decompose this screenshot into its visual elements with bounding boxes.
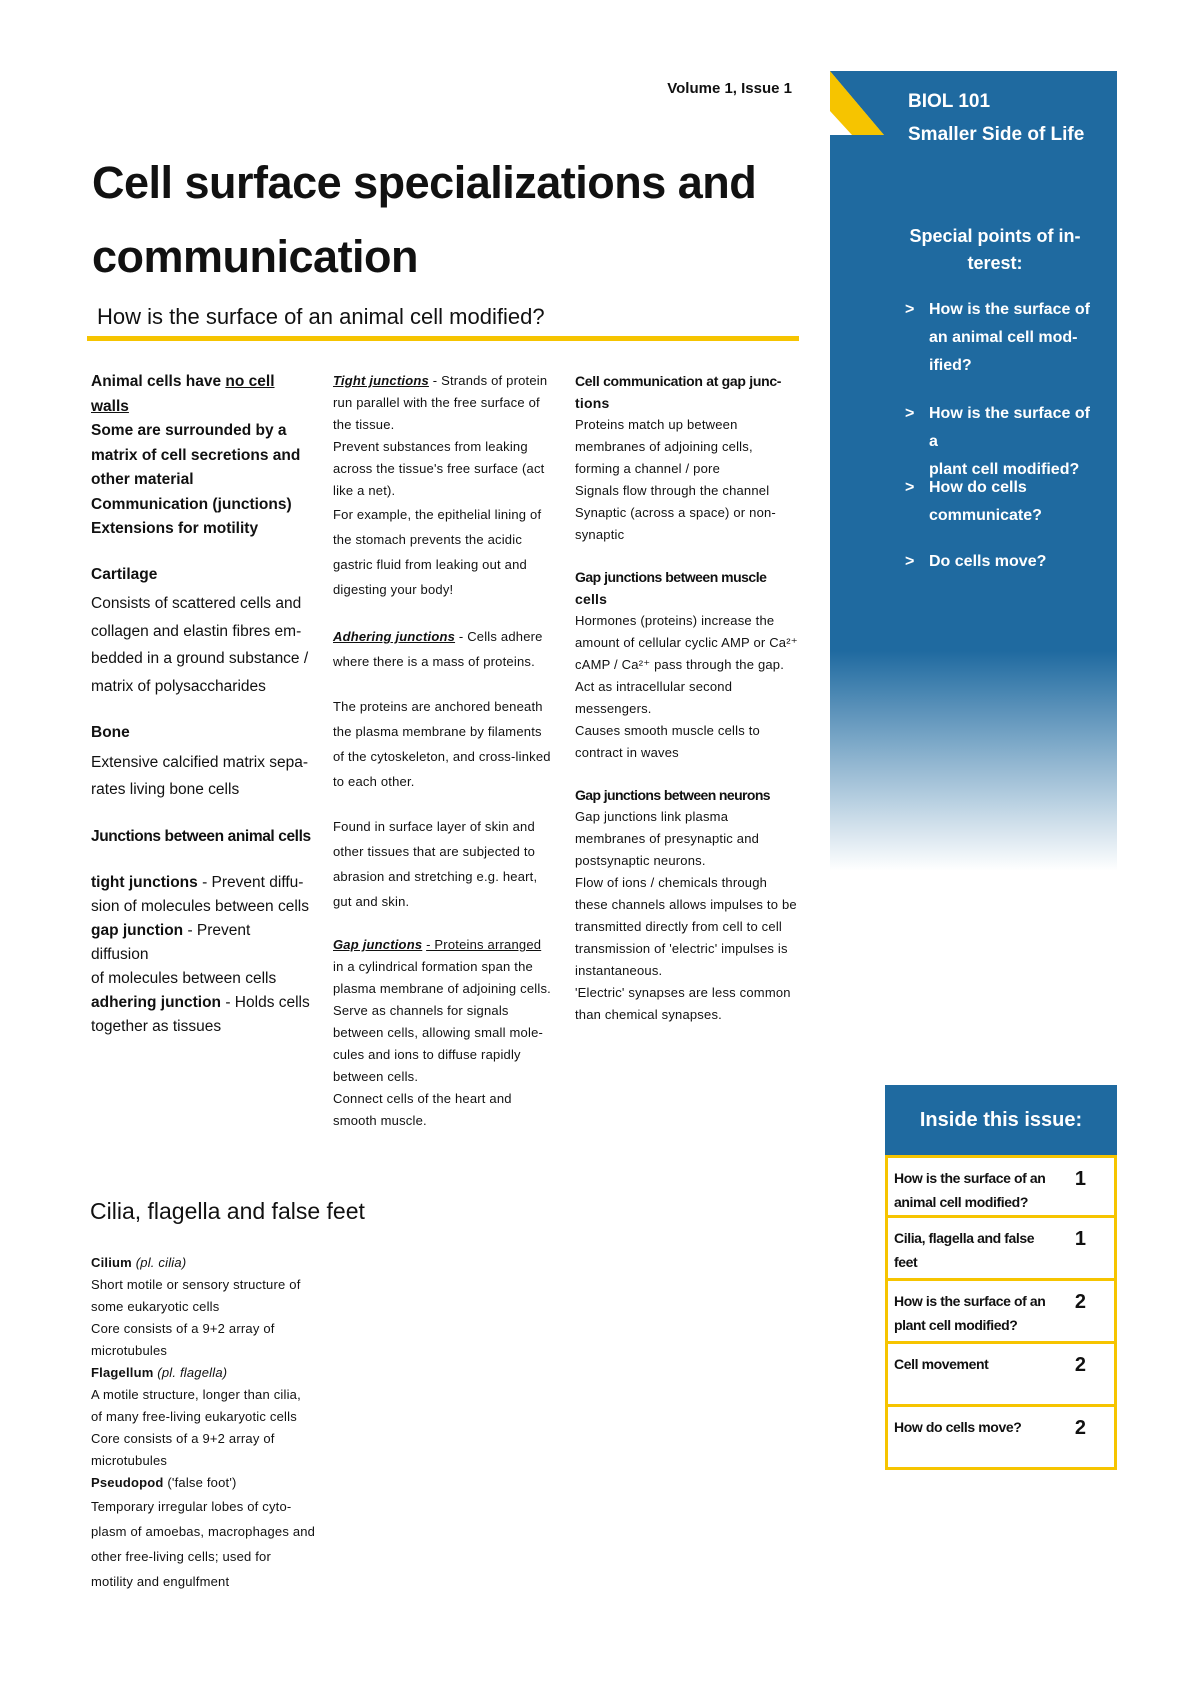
poi-line: ified? [929, 357, 972, 374]
arrow-icon: > [905, 553, 915, 570]
cartilage-text: bedded in a ground substance / [91, 650, 309, 667]
arrow-icon: > [905, 479, 915, 496]
muscle-text: amount of cellular cyclic AMP or Ca²⁺ [575, 635, 798, 650]
pseudopod-text: Temporary irregular lobes of cyto- [91, 1499, 292, 1514]
adhering-junctions-text: Adhering junctions - Cells adhere [333, 629, 543, 644]
cilium-text: microtubules [91, 1343, 168, 1358]
toc-label: How is the surface of an animal cell modified? [894, 1170, 1046, 1210]
cartilage-text: matrix of polysaccharides [91, 677, 266, 695]
pseudopod-text: motility and engulfment [91, 1574, 230, 1589]
neuron-text: than chemical synapses. [575, 1007, 722, 1022]
tight-junctions-text: For example, the epithelial lining of [333, 507, 542, 522]
cartilage-text: Consists of scattered cells and [91, 595, 302, 612]
cilia-section [91, 1252, 341, 1594]
toc-label: How do cells move? [894, 1419, 1022, 1435]
adhering-junctions-text: of the cytoskeleton, and cross-linked [333, 749, 551, 764]
title-line-2: communication [92, 231, 419, 282]
flagellum-text: A motile structure, longer than cilia, [91, 1387, 301, 1402]
flagellum-text: Core consists of a 9+2 array of [91, 1431, 275, 1446]
neuron-text: these channels allows impulses to be [575, 897, 797, 912]
adhering-junction-text: adhering junction - Holds cells [91, 994, 310, 1011]
column-1 [91, 370, 311, 1039]
tight-junction-text: tight junctions - Prevent diffu- [91, 874, 304, 891]
muscle-text: cAMP / Ca²⁺ pass through the gap. [575, 657, 785, 672]
muscle-heading: Gap junctions between muscle [575, 569, 767, 585]
gap-junctions-text: Serve as channels for signals [333, 1003, 509, 1018]
title-line-1: Cell surface specializations and [92, 157, 757, 208]
pseudopod-text: plasm of amoebas, macrophages and [91, 1524, 316, 1539]
gap-junctions-text: cules and ions to diffuse rapidly [333, 1047, 521, 1062]
gap-junctions-text: plasma membrane of adjoining cells. [333, 981, 551, 996]
poi-line: Do cells move? [929, 553, 1047, 570]
flagellum-text: of many free-living eukaryotic cells [91, 1409, 297, 1424]
intro-line: other material [91, 471, 194, 488]
arrow-icon: > [905, 301, 915, 318]
adhering-junctions-text: to each other. [333, 774, 415, 789]
cilium-text: some eukaryotic cells [91, 1299, 220, 1314]
heading-rule [87, 336, 799, 341]
arrow-icon: > [905, 405, 915, 422]
neuron-text: instantaneous. [575, 963, 663, 978]
toc-label: How is the surface of an plant cell modified? [894, 1293, 1046, 1333]
point-of-interest-item [905, 548, 1090, 576]
tight-junctions-text: digesting your body! [333, 582, 454, 597]
communication-heading: Cell communication at gap junc- [575, 373, 782, 389]
neuron-text: transmission of 'electric' impulses is [575, 941, 788, 956]
adhering-junctions-text: other tissues that are subjected to [333, 844, 536, 859]
toc-row[interactable] [885, 1218, 1117, 1281]
intro-line: matrix of cell secretions and [91, 446, 301, 464]
bone-heading: Bone [91, 724, 130, 741]
bone-text: rates living bone cells [91, 781, 240, 798]
inside-heading: Inside this issue: [885, 1085, 1117, 1155]
point-of-interest-item [905, 296, 1090, 380]
tight-junctions-text: the tissue. [333, 417, 395, 432]
course-code: BIOL 101 [908, 91, 991, 112]
cilium-text: Short motile or sensory structure of [91, 1277, 301, 1292]
flagellum-heading: Flagellum (pl. flagella) [91, 1365, 228, 1380]
neuron-text: Flow of ions / chemicals through [575, 875, 768, 890]
page-title [92, 146, 792, 294]
muscle-text: Act as intracellular second [575, 679, 733, 694]
communication-text: Proteins match up between [575, 417, 738, 432]
tight-junctions-text: run parallel with the free surface of [333, 395, 540, 410]
gap-junctions-text: Gap junctions - Proteins arranged [333, 937, 542, 952]
muscle-heading: cells [575, 591, 608, 607]
communication-text: Synaptic (across a space) or non- [575, 505, 776, 520]
communication-text: forming a channel / pore [575, 461, 720, 476]
toc-page: 2 [1074, 1291, 1086, 1313]
intro-line: Some are surrounded by a [91, 422, 287, 439]
points-of-interest-title: Special points of in-terest: [909, 226, 1081, 273]
bone-text: Extensive calcified matrix sepa- [91, 753, 309, 771]
neuron-text: membranes of presynaptic and [575, 831, 760, 846]
toc-page: 2 [1074, 1354, 1086, 1376]
issue-volume: Volume 1, Issue 1 [667, 80, 792, 97]
toc-page: 2 [1074, 1417, 1086, 1439]
muscle-text: Causes smooth muscle cells to [575, 723, 760, 738]
intro-line: Extensions for motility [91, 520, 259, 537]
adhering-junctions-text: abrasion and stretching e.g. heart, [333, 869, 538, 884]
gap-junctions-text: in a cylindrical formation span the [333, 959, 533, 974]
adhering-junctions-text: The proteins are anchored beneath [333, 699, 543, 714]
gap-junction-text: gap junction - Prevent diffusion [91, 922, 251, 963]
muscle-text: Hormones (proteins) increase the [575, 613, 775, 628]
poi-line: plant cell modified? [929, 461, 1080, 478]
poi-line: How is the surface of a [929, 405, 1090, 450]
column-2 [333, 370, 553, 1132]
muscle-text: contract in waves [575, 745, 679, 760]
adhering-junctions-text: the plasma membrane by filaments [333, 724, 542, 739]
adhering-junctions-text: Found in surface layer of skin and [333, 819, 535, 834]
muscle-text: messengers. [575, 701, 652, 716]
toc-row[interactable] [885, 1281, 1117, 1344]
column-3 [575, 370, 800, 1026]
toc-label: Cell movement [894, 1356, 989, 1372]
neuron-text: transmitted directly from cell to cell [575, 919, 782, 934]
toc-row[interactable] [885, 1407, 1117, 1470]
tight-junctions-text: like a net). [333, 483, 396, 498]
adhering-junction-text: together as tissues [91, 1018, 222, 1035]
corner-accent [830, 71, 884, 135]
tight-junctions-text: across the tissue's free surface (act [333, 461, 545, 476]
inside-this-issue [885, 1085, 1117, 1470]
gap-junction-text: of molecules between cells [91, 970, 277, 987]
intro-line: Animal cells have no cell walls [91, 373, 275, 415]
adhering-junctions-text: gut and skin. [333, 894, 410, 909]
tight-junction-text: sion of molecules between cells [91, 898, 309, 915]
flagellum-text: microtubules [91, 1453, 168, 1468]
cartilage-heading: Cartilage [91, 565, 158, 583]
toc-label: Cilia, flagella and false feet [894, 1230, 1035, 1270]
tight-junctions-text: Tight junctions - Strands of protein [333, 373, 548, 388]
gap-junctions-text: between cells, allowing small mole- [333, 1025, 544, 1040]
cilia-section-title: Cilia, flagella and false feet [90, 1198, 365, 1224]
communication-text: synaptic [575, 527, 625, 542]
tight-junctions-text: Prevent substances from leaking [333, 439, 528, 454]
cilium-heading: Cilium (pl. cilia) [91, 1255, 187, 1270]
communication-heading: tions [575, 395, 610, 411]
pseudopod-heading: Pseudopod ('false foot') [91, 1475, 237, 1490]
toc-page: 1 [1074, 1228, 1086, 1250]
junctions-heading: Junctions between animal cells [91, 827, 311, 845]
toc-row[interactable] [885, 1155, 1117, 1218]
neuron-text: 'Electric' synapses are less common [575, 985, 791, 1000]
communication-text: membranes of adjoining cells, [575, 439, 753, 454]
pseudopod-text: other free-living cells; used for [91, 1549, 272, 1564]
communication-text: Signals flow through the channel [575, 483, 770, 498]
poi-line: How do cells [929, 479, 1027, 496]
toc-page: 1 [1074, 1168, 1086, 1190]
point-of-interest-item [905, 474, 1090, 530]
cilium-text: Core consists of a 9+2 array of [91, 1321, 275, 1336]
gap-junctions-text: Connect cells of the heart and [333, 1091, 512, 1106]
poi-line: communicate? [929, 507, 1042, 524]
poi-line: an animal cell mod- [929, 329, 1078, 346]
cartilage-text: collagen and elastin fibres em- [91, 622, 302, 640]
neuron-text: postsynaptic neurons. [575, 853, 706, 868]
course-name: Smaller Side of Life [908, 124, 1085, 145]
gap-junctions-text: between cells. [333, 1069, 419, 1084]
tight-junctions-text: gastric fluid from leaking out and [333, 557, 527, 572]
toc-row[interactable] [885, 1344, 1117, 1407]
intro-line: Communication (junctions) [91, 495, 292, 513]
neuron-text: Gap junctions link plasma [575, 809, 729, 824]
section-heading: How is the surface of an animal cell modified? [97, 304, 545, 329]
point-of-interest-item [905, 400, 1090, 484]
gap-junctions-text: smooth muscle. [333, 1113, 427, 1128]
poi-line: How is the surface of [929, 301, 1090, 318]
adhering-junctions-text: where there is a mass of proteins. [333, 654, 535, 669]
tight-junctions-text: the stomach prevents the acidic [333, 532, 523, 547]
neuron-heading: Gap junctions between neurons [575, 787, 770, 803]
